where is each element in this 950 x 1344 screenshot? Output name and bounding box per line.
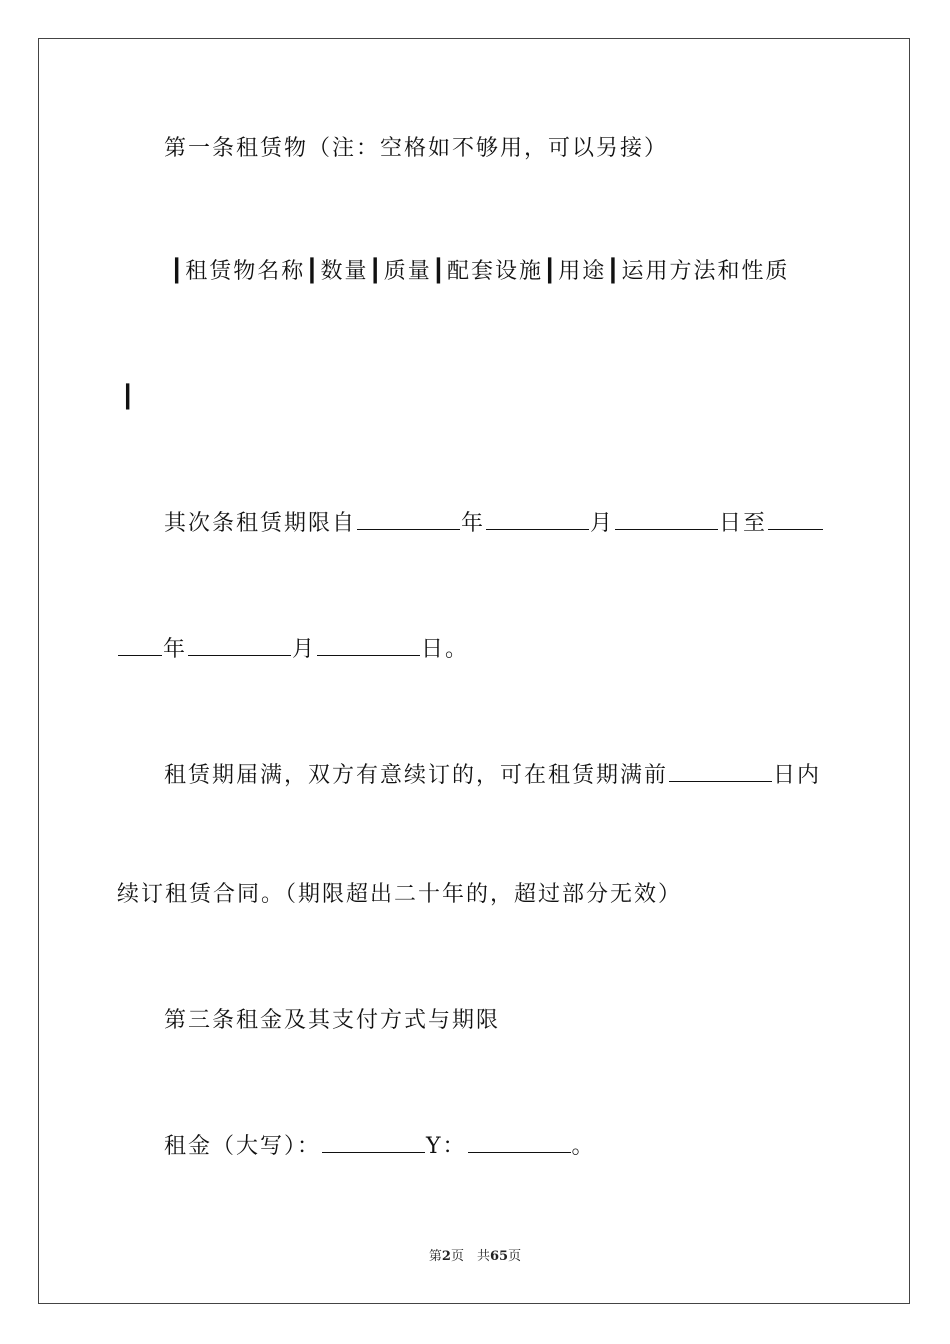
table-row-end: ┃: [121, 384, 137, 410]
rent-end: 。: [571, 1134, 596, 1159]
end-year-blank-part2[interactable]: [118, 633, 162, 656]
renewal-days-label: 日内: [773, 763, 822, 788]
page-footer: [0, 1248, 950, 1266]
start-day-blank[interactable]: [615, 507, 718, 530]
renewal-line-2: 续订租赁合同。（期限超出二十年的，超过部分无效）: [117, 882, 683, 907]
rent-yen-label: Y：: [426, 1134, 467, 1159]
rent-amount-blank[interactable]: [468, 1130, 571, 1153]
start-month-blank[interactable]: [486, 507, 589, 530]
rent-words-blank[interactable]: [322, 1130, 425, 1153]
article-3-heading: 第三条租金及其支付方式与期限: [164, 1008, 501, 1033]
table-header-row: ┃租赁物名称┃数量┃质量┃配套设施┃用途┃运用方法和性质: [170, 259, 790, 284]
footer-suffix: 页: [508, 1249, 522, 1264]
lease-term-label: 其次条租赁期限自: [164, 511, 357, 536]
footer-prefix: 第: [428, 1249, 442, 1264]
article-1-heading: 第一条租赁物（注：空格如不够用，可以另接）: [164, 136, 669, 161]
renewal-days-blank[interactable]: [669, 759, 772, 782]
lease-term-line-2: [117, 633, 469, 665]
footer-mid: 页 共: [450, 1249, 490, 1264]
rent-label: 租金（大写）：: [164, 1134, 322, 1159]
end-month-blank[interactable]: [188, 633, 291, 656]
end-day-blank[interactable]: [317, 633, 420, 656]
day-to-label: 日至: [719, 511, 768, 536]
end-year-blank-part1[interactable]: [768, 507, 823, 530]
rent-line: [164, 1130, 596, 1162]
month-label-2: 月: [292, 637, 317, 662]
footer-page-total: 65: [489, 1249, 509, 1264]
day-end-label: 日。: [421, 637, 470, 662]
start-year-blank[interactable]: [357, 507, 460, 530]
month-label: 月: [590, 511, 615, 536]
year-label: 年: [461, 511, 486, 536]
footer-page-number: 2: [441, 1249, 451, 1264]
year-label-2: 年: [163, 637, 188, 662]
page-border: [38, 38, 910, 1304]
renewal-line: [164, 759, 821, 791]
lease-term-line: [164, 507, 824, 539]
renewal-text: 租赁期届满，双方有意续订的，可在租赁期满前: [164, 763, 669, 788]
